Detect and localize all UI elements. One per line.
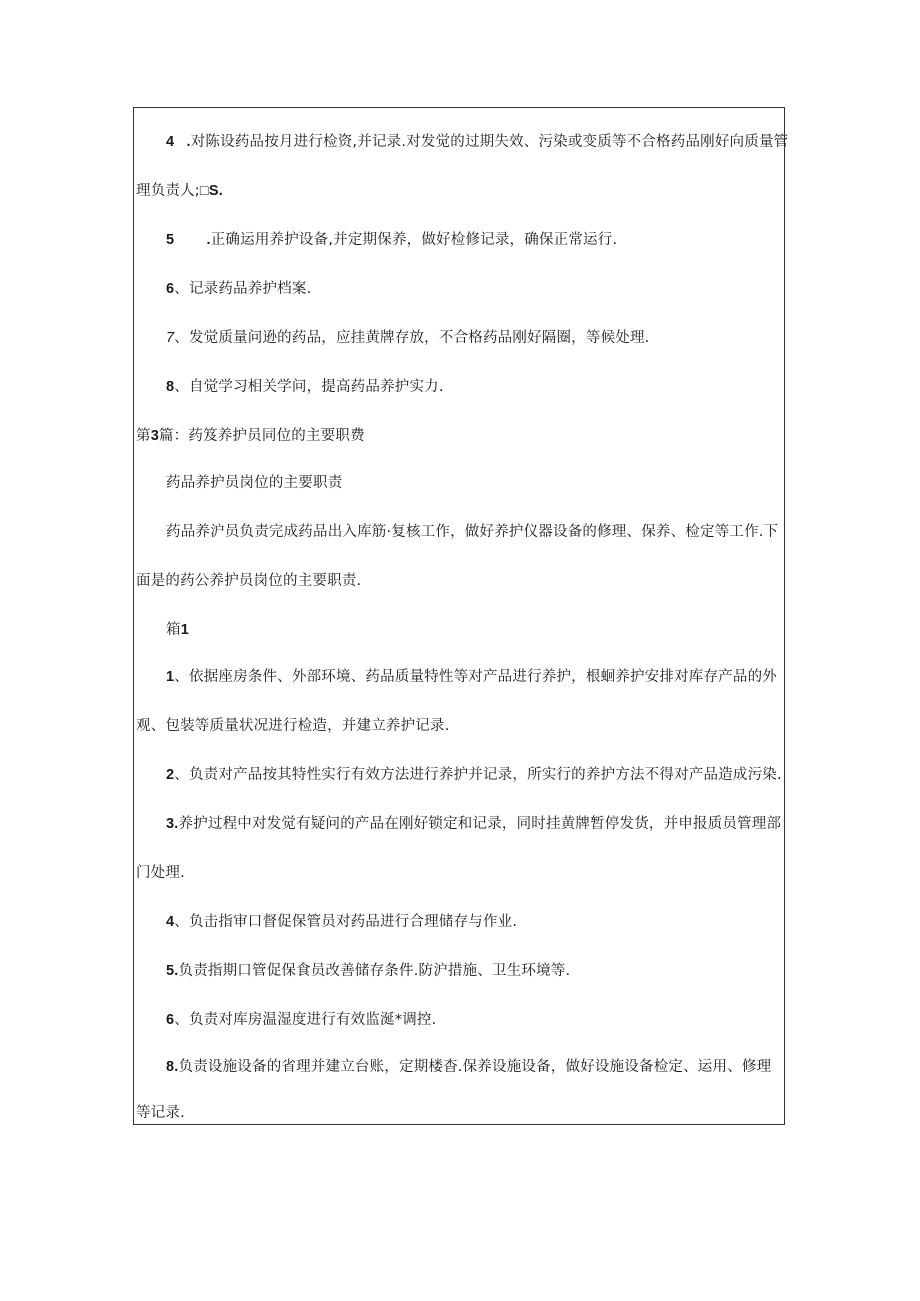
duty-1-line-1 (166, 668, 777, 686)
item-text: 负责对库房温湿度进行有效监涎*调控. (188, 1012, 437, 1028)
item-separator: . (202, 232, 211, 248)
section-title: 药品养护员岗位的主要职责 (166, 475, 343, 491)
item-number: 2 (166, 767, 175, 783)
item-text-continued: 理负责人; (136, 183, 200, 199)
chapter-title: 篇：药笈养护员同位的主要职费 (158, 428, 365, 444)
item-separator: 、 (174, 914, 189, 930)
item-8 (166, 378, 444, 396)
item-number: 5 (166, 232, 175, 248)
item-text: 正确运用养护设备,并定期保养，做好检修记录，确保正常运行. (210, 232, 618, 248)
item-4-line-1 (166, 133, 788, 151)
item-number: 4 (166, 134, 175, 150)
item-separator: 、 (174, 379, 189, 395)
duty-3-line-1 (166, 815, 781, 833)
item-text: 发觉质量问逊的药品，应挂黄牌存放，不合格药品刚好隔圈，等候处理. (188, 330, 650, 346)
duty-8-line-2: 等记录. (136, 1105, 185, 1121)
intro-line-1: 药品养沪员负责完成药品出入库筋·复核工作，做好养护仪器设备的修理、保养、检定等工作.下 (166, 524, 779, 540)
item-text: 负击指审口督促保管员对药品进行合理储存与作业. (188, 914, 518, 930)
item-number: 4 (166, 914, 175, 930)
item-text: 负责指期口管促保食员改善储存条件.防沪措施、卫生环境等. (178, 963, 571, 979)
item-text: 负责对产品按其特性实行有效方法进行养护并记录，所实行的养护方法不得对产品造成污染. (188, 767, 782, 783)
chapter-prefix: 第 (136, 428, 151, 444)
subheading-text: 箱 (166, 622, 181, 638)
duty-4 (166, 913, 517, 931)
item-suffix: □S. (199, 183, 223, 199)
subheading (166, 621, 189, 639)
item-text: 记录药品养护档案. (188, 281, 312, 297)
item-number: 7 (166, 330, 175, 346)
duty-1-line-2: 观、包装等质量状况进行检造，并建立养护记录. (136, 718, 450, 734)
item-number: 3 (166, 816, 175, 832)
item-separator: 、 (174, 767, 189, 783)
duty-2 (166, 766, 782, 784)
item-text: 对陈设药品按月进行检资,并记录.对发觉的过期失效、污染或变质等不合格药品刚好向质量管 (190, 134, 789, 150)
item-5 (166, 231, 617, 249)
item-separator: 、 (174, 1012, 189, 1028)
duty-8-line-1 (166, 1058, 771, 1076)
item-separator: . (174, 816, 179, 832)
item-number: 5 (166, 963, 175, 979)
chapter-number: 3 (150, 428, 159, 444)
item-number: 6 (166, 281, 175, 297)
duty-3-line-2: 门处理. (136, 865, 185, 881)
item-number: 8 (166, 379, 175, 395)
item-number: 6 (166, 1012, 175, 1028)
item-separator: . (174, 963, 179, 979)
item-separator: 、 (174, 330, 189, 346)
item-text: 养护过程中对发觉有疑问的产品在刚好锁定和记录，同时挂黄牌暂停发货，并申报质员管理部 (178, 816, 782, 832)
duty-6 (166, 1011, 436, 1029)
item-separator: 、 (174, 669, 189, 685)
subheading-number: 1 (180, 622, 189, 638)
item-6 (166, 280, 311, 298)
item-7 (166, 329, 649, 347)
item-number: 1 (166, 669, 175, 685)
intro-line-2: 面是的药公养护员岗位的主要职责. (136, 573, 362, 589)
item-4-line-2 (136, 182, 223, 200)
item-number: 8 (166, 1059, 175, 1075)
item-separator: 、 (174, 281, 189, 297)
item-text: 依据座房条件、外部环境、药品质量特性等对产品进行养护，根蛔养护安排对库存产品的外 (188, 669, 777, 685)
item-separator: . (174, 1059, 179, 1075)
item-text: 自觉学习相关学问，提高药品养护实力. (188, 379, 444, 395)
duty-5 (166, 962, 570, 980)
item-separator: . (182, 134, 191, 150)
item-text: 负责设施设备的省理并建立台账，定期楼杳.保养设施设备，做好设施设备检定、运用、修理 (178, 1059, 772, 1075)
chapter-heading (136, 427, 365, 445)
